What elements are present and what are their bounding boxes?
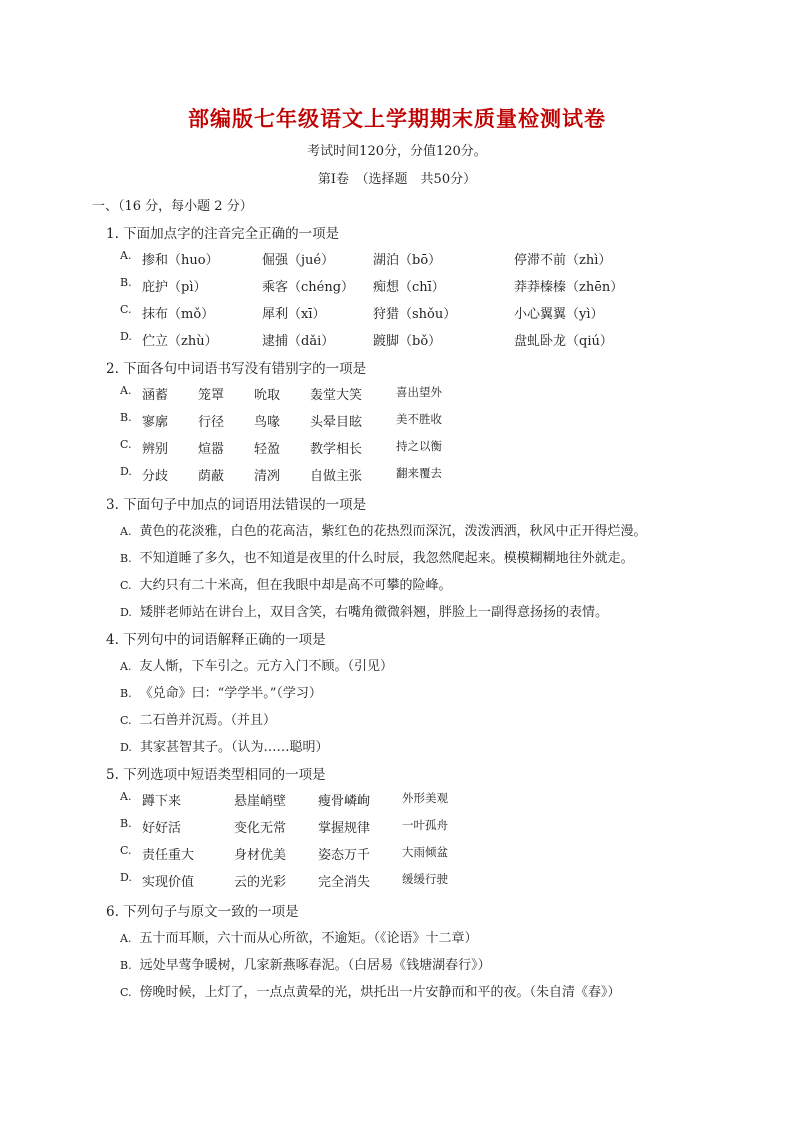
option-text: 远处早莺争暖树，几家新燕啄春泥。（白居易《钱塘湖春行》）: [139, 958, 491, 973]
option-item: 乘客（chéng）: [262, 280, 355, 295]
question-4-option-d: [120, 736, 328, 755]
option-item: 莽莽榛榛（zhēn）: [514, 280, 624, 295]
question-4-option-c: [120, 709, 276, 728]
question-6-option-a: [120, 927, 477, 946]
option-item: 犀利（xī）: [262, 307, 326, 322]
option-text: 黄色的花淡雅，白色的花高洁，紫红色的花热烈而深沉，泼泼洒洒，秋风中正开得烂漫。: [139, 524, 647, 539]
option-item: 停滞不前（zhì）: [514, 253, 612, 268]
option-letter: B.: [120, 817, 132, 830]
option-letter: C.: [120, 986, 132, 999]
option-item: 小心翼翼（yì）: [514, 307, 604, 322]
option-item: 缓缓行驶: [402, 872, 448, 886]
exam-info: 考试时间120分，分值120分。: [307, 144, 487, 159]
question-2-option-b: [120, 411, 500, 431]
option-item: 庇护（pì）: [142, 280, 207, 295]
question-5-stem: 5. 下列选项中短语类型相同的一项是: [106, 767, 326, 783]
question-4-option-a: [120, 655, 393, 674]
option-letter: B.: [120, 276, 132, 289]
section-heading: 一、（16 分，每小题 2 分）: [92, 199, 253, 214]
option-item: 湖泊（bō）: [373, 253, 442, 268]
question-6-option-c: [120, 981, 621, 1000]
option-item: 分歧: [142, 469, 169, 484]
option-text: 友人惭，下车引之。元方入门不顾。（引见）: [139, 659, 393, 674]
option-item: 伫立（zhù）: [142, 334, 218, 349]
option-text: 二石兽并沉焉。（并且）: [139, 713, 277, 728]
option-letter: A.: [120, 932, 132, 945]
question-4-option-b: [120, 682, 322, 701]
option-item: 辨别: [142, 442, 169, 457]
option-item: 寥廓: [142, 415, 169, 430]
question-6-stem: 6. 下列句子与原文一致的一项是: [106, 904, 299, 920]
option-item: 抹布（mǒ）: [142, 307, 215, 322]
option-item: 清冽: [254, 469, 281, 484]
option-item: 掺和（huo）: [142, 253, 219, 268]
option-item: 倔强（jué）: [262, 253, 335, 268]
option-letter: D.: [120, 871, 132, 884]
option-letter: D.: [120, 606, 132, 619]
page-title: 部编版七年级语文上学期期末质量检测试卷: [188, 107, 606, 131]
option-text: 傍晚时候，上灯了，一点点黄晕的光，烘托出一片安静而和平的夜。（朱自清《春》）: [139, 985, 621, 1000]
option-letter: D.: [120, 741, 132, 754]
option-letter: A.: [120, 384, 132, 397]
question-6-option-b: [120, 954, 491, 973]
option-letter: B.: [120, 959, 132, 972]
question-1-stem: 1. 下面加点字的注音完全正确的一项是: [106, 226, 340, 242]
question-2-option-d: [120, 465, 500, 485]
option-text: 矮胖老师站在讲台上，双目含笑，右嘴角微微斜翘，胖脸上一副得意扬扬的表情。: [139, 605, 608, 620]
option-letter: D.: [120, 330, 132, 343]
question-3-stem: 3. 下面句子中加点的词语用法错误的一项是: [106, 497, 367, 513]
option-letter: C.: [120, 844, 132, 857]
option-item: 美不胜收: [396, 412, 442, 426]
option-item: 头晕目眩: [310, 415, 363, 430]
question-1-option-a: [120, 249, 680, 269]
question-3-option-c: [120, 574, 452, 593]
question-1-option-b: [120, 276, 680, 296]
option-item: 笼罩: [198, 388, 225, 403]
option-item: 逮捕（dǎi）: [262, 334, 335, 349]
question-5-option-d: [120, 871, 500, 891]
option-item: 外形美观: [402, 791, 448, 805]
question-4-stem: 4. 下列句中的词语解释正确的一项是: [106, 632, 326, 648]
option-item: 喜出望外: [396, 385, 442, 399]
option-item: 蹲下来: [142, 794, 182, 809]
option-item: 悬崖峭壁: [234, 794, 287, 809]
option-letter: C.: [120, 714, 132, 727]
option-item: 踱脚（bǒ）: [373, 334, 442, 349]
option-item: 持之以衡: [396, 439, 442, 453]
option-text: 五十而耳顺，六十而从心所欲，不逾矩。（《论语》十二章）: [139, 931, 478, 946]
option-item: 云的光彩: [234, 875, 287, 890]
option-letter: C.: [120, 579, 132, 592]
option-item: 自做主张: [310, 469, 363, 484]
option-letter: B.: [120, 411, 132, 424]
option-item: 实现价值: [142, 875, 195, 890]
option-item: 完全消失: [318, 875, 371, 890]
option-item: 狩猎（shǒu）: [373, 307, 457, 322]
option-letter: A.: [120, 249, 132, 262]
option-item: 翻来覆去: [396, 466, 442, 480]
option-item: 身材优美: [234, 848, 287, 863]
option-text: 其家甚智其子。（认为……聪明）: [139, 740, 329, 755]
option-item: 煊嚣: [198, 442, 225, 457]
option-item: 掌握规律: [318, 821, 371, 836]
volume-heading: 第I卷 （选择题 共50分）: [317, 172, 477, 187]
option-item: 好好活: [142, 821, 182, 836]
question-2-option-c: [120, 438, 500, 458]
option-letter: C.: [120, 303, 132, 316]
option-item: 吮取: [254, 388, 281, 403]
question-5-option-b: [120, 817, 500, 837]
option-item: 轰堂大笑: [310, 388, 363, 403]
option-text: 不知道睡了多久，也不知道是夜里的什么时辰，我忽然爬起来。模模糊糊地往外就走。: [139, 551, 634, 566]
option-item: 鸟喙: [254, 415, 281, 430]
question-2-stem: 2. 下面各句中词语书写没有错别字的一项是: [106, 361, 367, 377]
option-letter: B.: [120, 687, 132, 700]
option-item: 教学相长: [310, 442, 363, 457]
option-letter: A.: [120, 790, 132, 803]
option-letter: A.: [120, 525, 132, 538]
option-item: 痴想（chī）: [373, 280, 445, 295]
question-3-option-d: [120, 601, 608, 620]
option-item: 瘦骨嶙峋: [318, 794, 371, 809]
option-text: 《兑命》曰：“学学半。”（学习）: [139, 686, 322, 701]
option-item: 责任重大: [142, 848, 195, 863]
option-item: 一叶孤舟: [402, 818, 448, 832]
question-1-option-c: [120, 303, 680, 323]
question-2-option-a: [120, 384, 500, 404]
question-3-option-a: [120, 520, 646, 539]
option-item: 行径: [198, 415, 225, 430]
option-item: 姿态万千: [318, 848, 371, 863]
question-5-option-a: [120, 790, 500, 810]
option-item: 盘虬卧龙（qiú）: [514, 334, 613, 349]
question-5-option-c: [120, 844, 500, 864]
option-item: 大雨倾盆: [402, 845, 448, 859]
option-letter: B.: [120, 552, 132, 565]
option-letter: A.: [120, 660, 132, 673]
option-item: 变化无常: [234, 821, 287, 836]
option-letter: C.: [120, 438, 132, 451]
option-item: 涵蓄: [142, 388, 169, 403]
option-text: 大约只有二十米高，但在我眼中却是高不可攀的险峰。: [139, 578, 452, 593]
option-item: 荫蔽: [198, 469, 225, 484]
option-letter: D.: [120, 465, 132, 478]
option-item: 轻盈: [254, 442, 281, 457]
question-3-option-b: [120, 547, 634, 566]
question-1-option-d: [120, 330, 680, 350]
